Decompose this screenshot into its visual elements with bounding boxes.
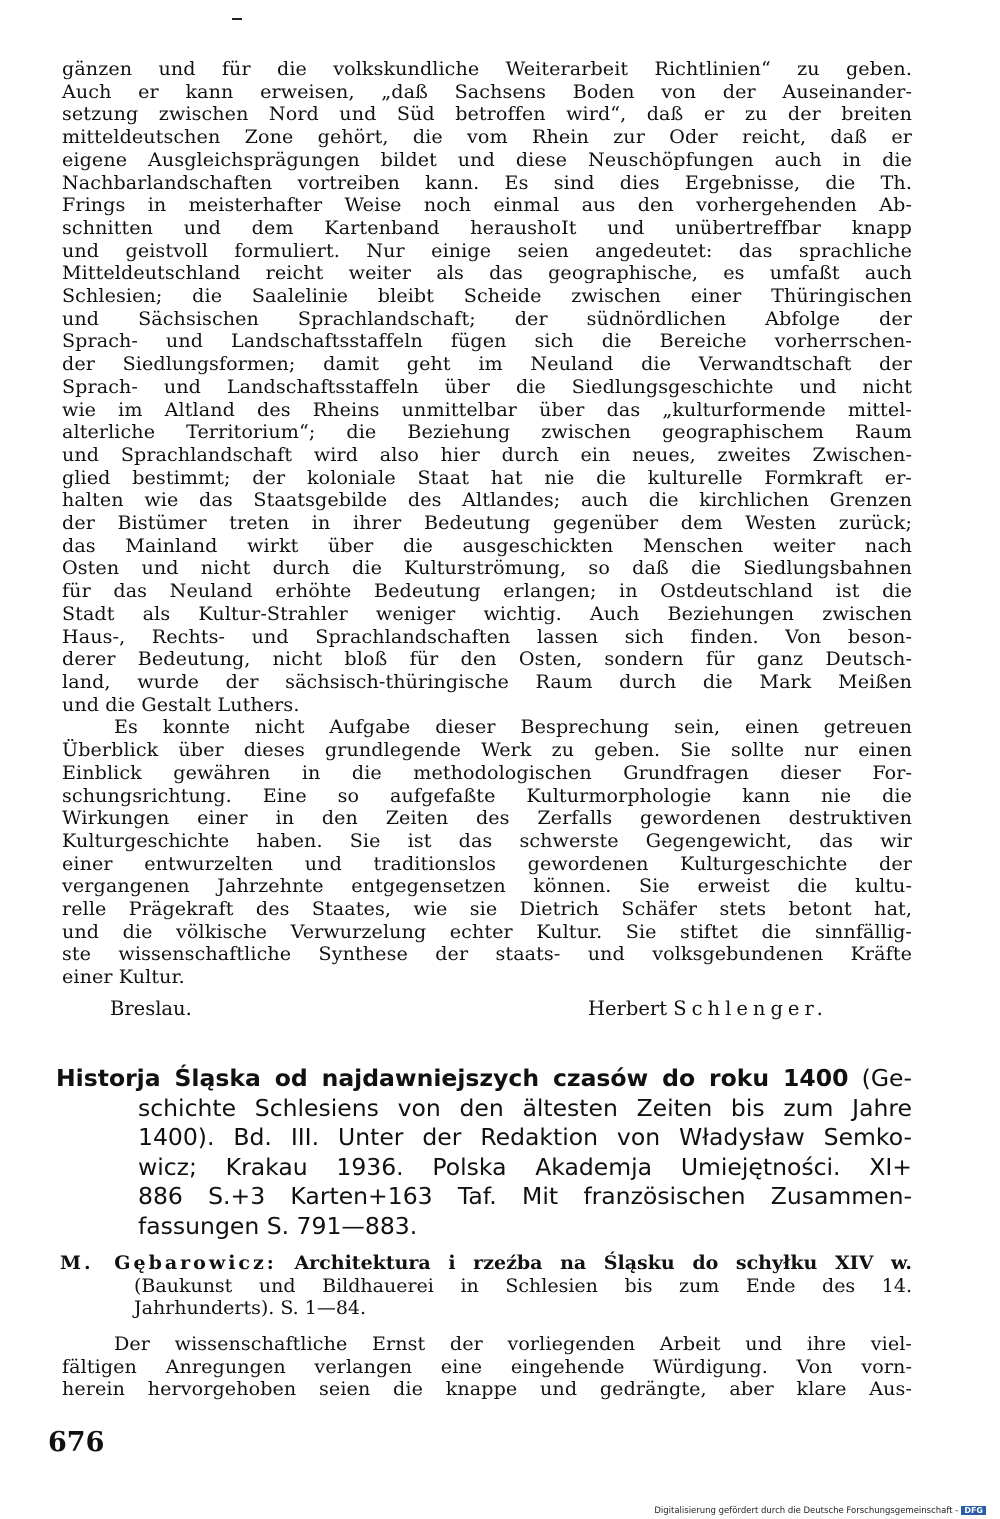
footer-text: Digitalisierung gefördert durch die Deutsche Forschungsgemeinschaft - <box>654 1506 959 1516</box>
text-line: Einblick gewähren in die methodologischen Grundfragen dieser For- <box>62 760 912 784</box>
text-line: Es konnte nicht Aufgabe dieser Besprechung sein, einen getreuen <box>114 715 912 739</box>
text-line: gänzen und für die volkskundliche Weiterarbeit Richtlinien“ zu geben. <box>62 57 912 80</box>
author-first-name: Herbert <box>588 997 668 1020</box>
text-line: Wirkungen einer in den Zeiten des Zerfalls gewordenen destruktiven <box>62 806 912 830</box>
top-print-mark <box>232 18 242 20</box>
text-line: fältigen Anregungen verlangen eine eingehende Würdigung. Von vorn- <box>62 1354 912 1378</box>
text-line: Auch er kann erweisen, „daß Sachsens Boden von der Auseinander- <box>62 79 912 103</box>
text-line: für das Neuland erhöhte Bedeutung erlangen; in Ostdeutschland ist die <box>62 579 912 603</box>
text-line: Sprach- und Landschaftsstaffeln über die Siedlungsgeschichte und nicht <box>62 374 912 398</box>
text-line: Kulturgeschichte haben. Sie ist das schwerste Gegengewicht, das wir <box>62 828 912 852</box>
text-line: schnitten und dem Kartenband heraushoIt und unübertreffbar knapp <box>62 215 912 239</box>
text-line: ste wissenschaftliche Synthese der staats- und volksgebundenen Kräfte <box>62 942 912 966</box>
text-line: einer Kultur. <box>62 965 185 989</box>
text-line: glied bestimmt; der koloniale Staat hat nie die kulturelle Formkraft er- <box>62 465 912 489</box>
review-text-block-2 <box>62 1333 912 1401</box>
text-line: Frings in meisterhafter Weise noch einmal aus den vorhergehenden Ab- <box>62 193 912 217</box>
subheading-line: Jahrhunderts). S. 1—84. <box>134 1297 367 1319</box>
heading-line: wicz; Krakau 1936. Polska Akademja Umiejętności. XI+ <box>138 1152 912 1181</box>
author-last-name: Schlenger. <box>673 997 828 1020</box>
text-line: Schlesien; die Saalelinie bleibt Scheide zwischen einer Thüringischen <box>62 284 912 308</box>
text-line: Der wissenschaftliche Ernst der vorliegenden Arbeit und ihre viel- <box>114 1332 912 1355</box>
subheading-line: (Baukunst und Bildhauerei in Schlesien bis zum Ende des 14. <box>134 1274 912 1297</box>
chapter-author: M. Gębarowicz: <box>60 1252 277 1274</box>
heading-line: 886 S.+3 Karten+163 Taf. Mit französischen Zusammen- <box>138 1182 912 1210</box>
text-line: schungsrichtung. Eine so aufgefaßte Kulturmorphologie kann nie die <box>62 783 912 807</box>
text-line: halten wie das Staatsgebilde des Altlandes; auch die kirchlichen Grenzen <box>62 488 912 512</box>
text-line: der Siedlungsformen; damit geht im Neuland die Verwandtschaft der <box>62 352 912 376</box>
text-line: Überblick über dieses grundlegende Werk zu geben. Sie sollte nur einen <box>62 738 912 762</box>
text-line: mitteldeutschen Zone gehört, die vom Rhein zur Oder reicht, daß er <box>62 125 912 149</box>
text-line: und geistvoll formuliert. Nur einige seien angedeutet: das sprachliche <box>62 238 912 262</box>
text-line: herein hervorgehoben seien die knappe und gedrängte, aber klare Aus- <box>62 1377 912 1401</box>
text-line: einer entwurzelten und traditionslos gewordenen Kulturgeschichte der <box>62 851 912 875</box>
chapter-title: Architektura i rzeźba na Śląsku do schyłku XIV w. <box>294 1252 912 1274</box>
text-line: und Sächsischen Sprachlandschaft; der südnördlichen Abfolge der <box>62 306 912 330</box>
text-line: derer Bedeutung, nicht bloß für den Osten, sondern für ganz Deutsch- <box>62 647 912 671</box>
text-line: das Mainland wirkt über die ausgeschickten Menschen weiter nach <box>62 533 912 557</box>
chapter-subheading <box>60 1252 912 1320</box>
text-line: Osten und nicht durch die Kulturströmung, so daß die Siedlungsbahnen <box>62 556 912 580</box>
heading-line: 1400). Bd. III. Unter der Redaktion von Władysław Semko- <box>138 1123 912 1151</box>
text-line: land, wurde der sächsisch-thüringische Raum durch die Mark Meißen <box>62 669 912 693</box>
text-line: Mitteldeutschland reicht weiter als das geographische, es umfaßt auch <box>62 261 912 285</box>
heading-line: fassungen S. 791—883. <box>138 1211 418 1240</box>
text-line: Stadt als Kultur-Strahler weniger wichtig. Auch Beziehungen zwischen <box>62 601 912 625</box>
text-line: und die völkische Verwurzelung echter Kultur. Sie stiftet die sinnfällig- <box>62 919 912 943</box>
text-line: relle Prägekraft des Staates, wie sie Dietrich Schäfer stets betont hat, <box>62 897 912 921</box>
book-title: Historja Śląska od najdawniejszych czasów do roku 1400 <box>56 1064 849 1092</box>
book-heading <box>56 1064 912 1241</box>
signature-place: Breslau. <box>110 997 192 1020</box>
review-text-block <box>62 58 912 989</box>
heading-line <box>56 1064 912 1094</box>
heading-line: schichte Schlesiens von den ältesten Zeiten bis zum Jahre <box>138 1093 912 1122</box>
text-line: vergangenen Jahrzehnte entgegensetzen können. Sie erweist die kultu- <box>62 874 912 898</box>
text-line: der Bistümer treten in ihrer Bedeutung gegenüber dem Westen zurück; <box>62 511 912 535</box>
digitization-footer <box>654 1506 986 1516</box>
text-line: setzung zwischen Nord und Süd betroffen wird“, daß er zu der breiten <box>62 102 912 126</box>
text-line: und Sprachlandschaft wird also hier durch ein neues, zweites Zwischen- <box>62 442 912 466</box>
dfg-logo: DFG <box>961 1506 986 1515</box>
text-line: Haus-, Rechts- und Sprachlandschaften lassen sich finden. Von beson- <box>62 624 912 648</box>
text-line: und die Gestalt Luthers. <box>62 692 300 716</box>
text-line: Nachbarlandschaften vortreiben kann. Es sind dies Ergebnisse, die Th. <box>62 170 912 194</box>
page-number: 676 <box>48 1427 105 1458</box>
text-line: Sprach- und Landschaftsstaffeln fügen sich die Bereiche vorherrschen- <box>62 329 912 353</box>
text-line: wie im Altland des Rheins unmittelbar über das „kulturformende mittel- <box>62 397 912 421</box>
signature-author <box>588 997 828 1021</box>
text-line: eigene Ausgleichsprägungen bildet und diese Neuschöpfungen auch in die <box>62 147 912 171</box>
subheading-line <box>60 1252 912 1275</box>
heading-line-rest: (Ge- <box>861 1064 912 1092</box>
text-line: alterliche Territorium“; die Beziehung zwischen geographischem Raum <box>62 420 912 444</box>
